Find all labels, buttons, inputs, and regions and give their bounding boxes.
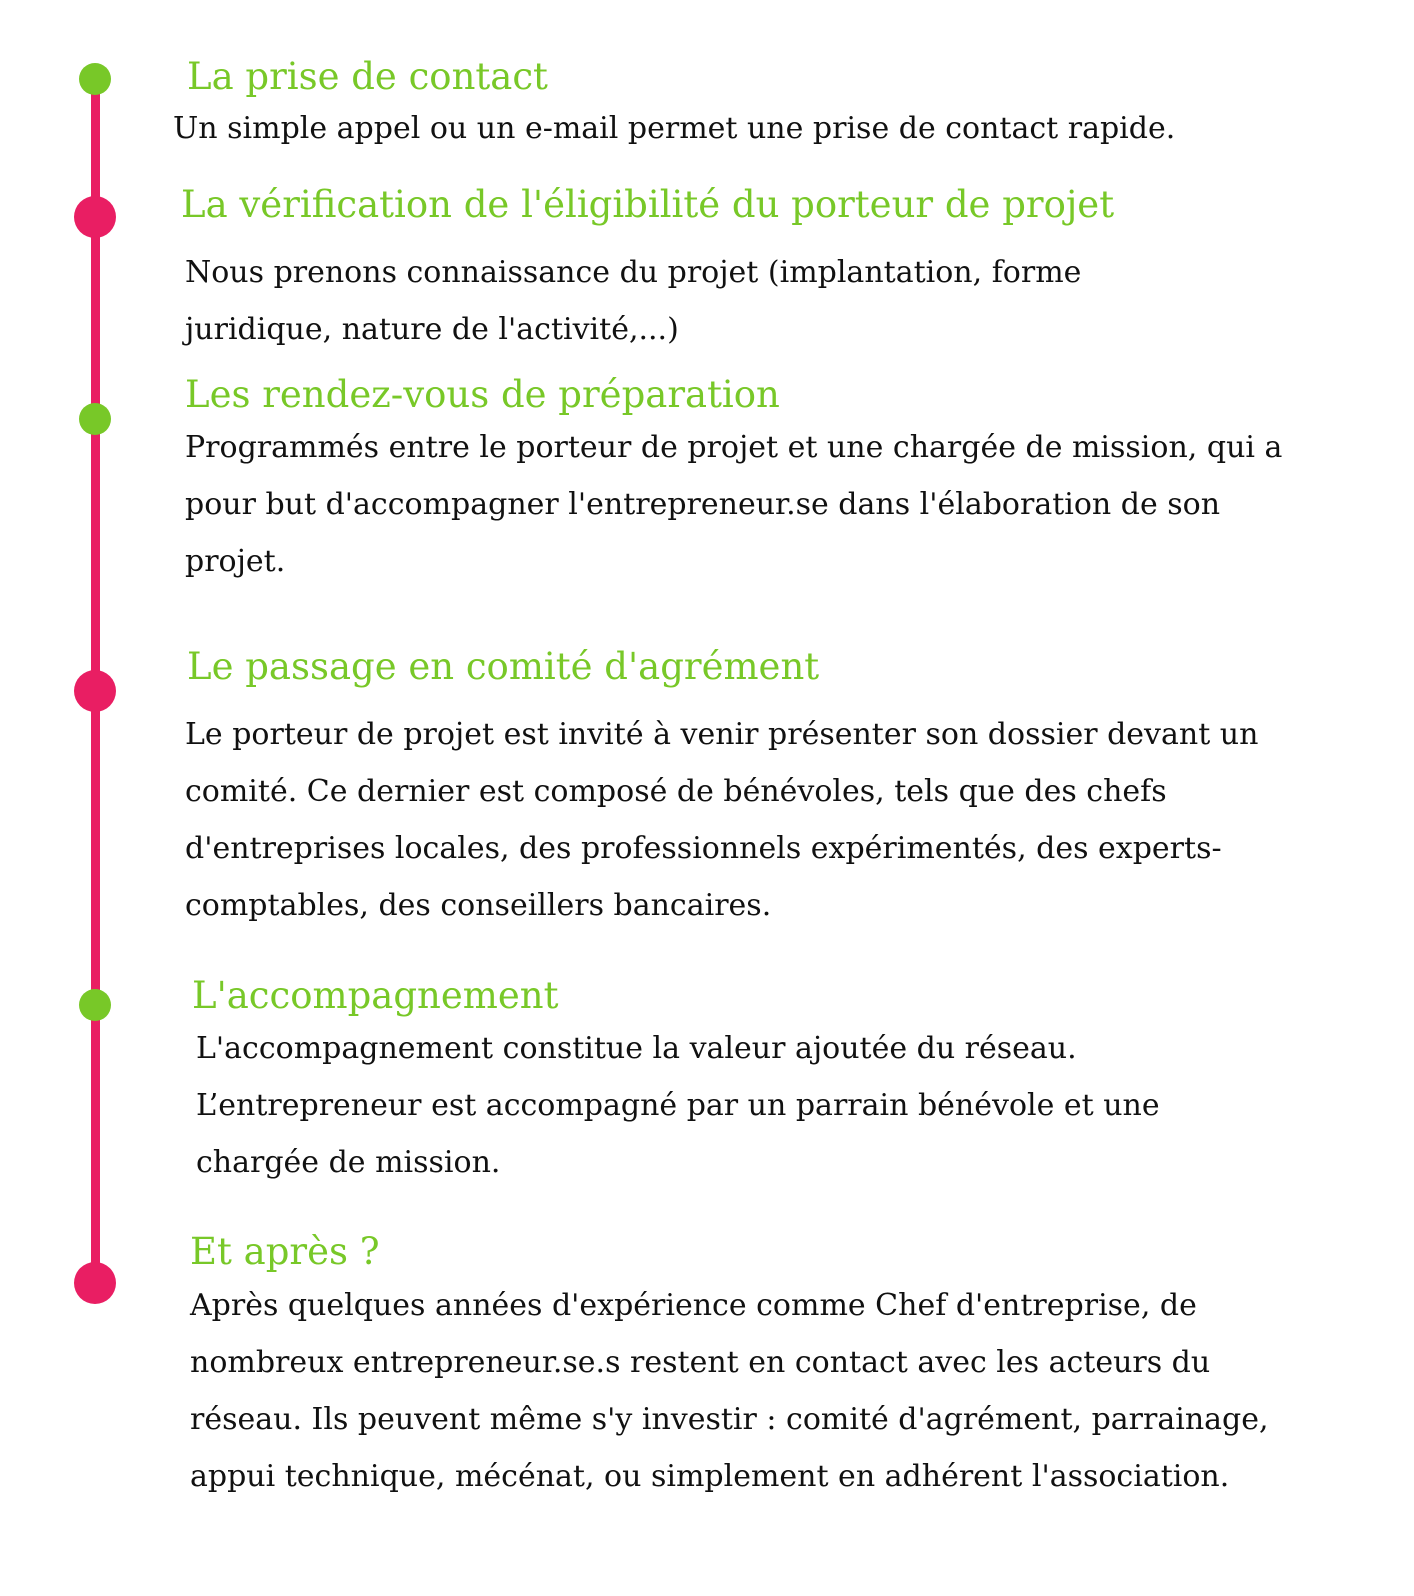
step-body-4: Le porteur de projet est invité à venir présenter son dossier devant un comité. Ce dernier est composé de bénévoles, tels que des chefs d'entreprises locales, des professionnels expérimentés, des experts-comptables, des conseillers bancaires.: [185, 717, 1259, 923]
step-body-6: Après quelques années d'expérience comme Chef d'entreprise, de nombreux entrepreneur.se.s restent en contact avec les acteurs du réseau. Ils peuvent même s'y investir : comité d'agrément, parrainage, appui technique, mécénat, ou simplement en adhérent l'association.: [190, 1288, 1269, 1494]
step-title-5: L'accompagnement: [192, 974, 559, 1017]
step-title-1: La prise de contact: [187, 55, 548, 98]
timeline-dot-5: [79, 989, 111, 1021]
step-body-1: Un simple appel ou un e-mail permet une prise de contact rapide.: [173, 111, 1176, 146]
timeline-dot-2: [74, 196, 116, 238]
timeline-dot-6: [74, 1262, 116, 1304]
step-title-3: Les rendez-vous de préparation: [185, 373, 780, 416]
timeline-dot-3: [79, 403, 111, 435]
step-body-2: Nous prenons connaissance du projet (implantation, forme juridique, nature de l'activité,...): [185, 255, 1082, 347]
timeline-dot-1: [79, 63, 111, 95]
timeline-dot-4: [74, 670, 116, 712]
step-title-4: Le passage en comité d'agrément: [187, 645, 820, 688]
step-body-5: L'accompagnement constitue la valeur ajoutée du réseau. L’entrepreneur est accompagné par un parrain bénévole et une chargée de mission.: [196, 1031, 1160, 1180]
step-title-2: La vérification de l'éligibilité du porteur de projet: [181, 183, 1115, 226]
step-body-3: Programmés entre le porteur de projet et une chargée de mission, qui a pour but d'accompagner l'entrepreneur.se dans l'élaboration de son projet.: [185, 430, 1283, 579]
step-title-6: Et après ?: [190, 1230, 380, 1273]
